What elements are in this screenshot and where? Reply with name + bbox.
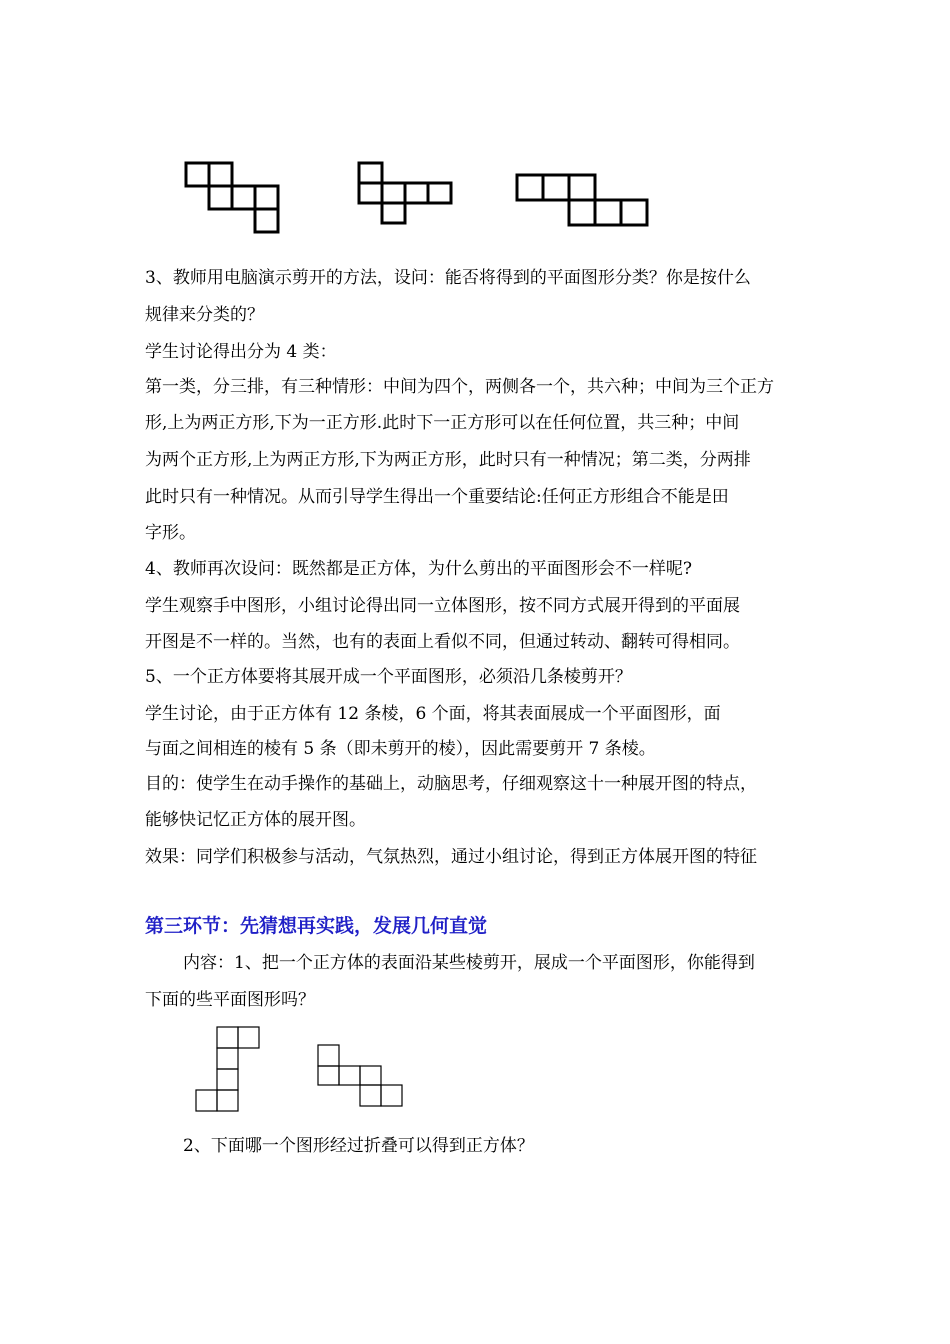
- paragraph-line: 能够快记忆正方体的展开图。: [145, 810, 366, 830]
- content-line: 2、下面哪一个图形经过折叠可以得到正方体？: [183, 1136, 534, 1156]
- cube-net-figure-3: [514, 172, 654, 230]
- content-line: 内容：1、把一个正方体的表面沿某些棱剪开，展成一个平面图形，你能得到: [183, 953, 755, 973]
- section-heading: 第三环节：先猜想再实践，发展几何直觉: [145, 915, 488, 937]
- paragraph-line: 此时只有一种情况。从而引导学生得出一个重要结论:任何正方形组合不能是田: [145, 487, 729, 507]
- paragraph-line: 字形。: [145, 523, 196, 543]
- cube-net-figure-5: [316, 1043, 406, 1109]
- paragraph-line: 为两个正方形,上为两正方形,下为两正方形，此时只有一种情况；第二类，分两排: [145, 450, 751, 470]
- cube-net-figure-2: [356, 160, 458, 228]
- paragraph-line: 目的：使学生在动手操作的基础上，动脑思考，仔细观察这十一种展开图的特点，: [145, 774, 757, 794]
- cube-net-figure-1: [183, 160, 283, 235]
- paragraph-line: 开图是不一样的。当然，也有的表面上看似不同，但通过转动、翻转可得相同。: [145, 632, 740, 652]
- paragraph-line: 效果：同学们积极参与活动，气氛热烈，通过小组讨论，得到正方体展开图的特征: [145, 847, 757, 867]
- paragraph-line: 3、教师用电脑演示剪开的方法，设问：能否将得到的平面图形分类？你是按什么: [145, 268, 751, 288]
- paragraph-line: 形,上为两正方形,下为一正方形.此时下一正方形可以在任何位置，共三种；中间: [145, 413, 740, 433]
- paragraph-line: 4、教师再次设问：既然都是正方体，为什么剪出的平面图形会不一样呢?: [145, 559, 692, 579]
- paragraph-line: 学生讨论得出分为 4 类：: [145, 342, 337, 362]
- paragraph-line: 与面之间相连的棱有 5 条（即未剪开的棱），因此需要剪开 7 条棱。: [145, 739, 656, 759]
- content-line: 下面的些平面图形吗？: [145, 990, 315, 1010]
- paragraph-line: 规律来分类的？: [145, 305, 264, 325]
- paragraph-line: 学生讨论，由于正方体有 12 条棱，6 个面，将其表面展成一个平面图形，面: [145, 704, 721, 724]
- paragraph-line: 5、一个正方体要将其展开成一个平面图形，必须沿几条棱剪开？: [145, 667, 632, 687]
- paragraph-line: 第一类，分三排，有三种情形：中间为四个，两侧各一个，共六种；中间为三个正方: [145, 377, 774, 397]
- paragraph-line: 学生观察手中图形，小组讨论得出同一立体图形，按不同方式展开得到的平面展: [145, 596, 740, 616]
- cube-net-figure-4: [194, 1025, 262, 1113]
